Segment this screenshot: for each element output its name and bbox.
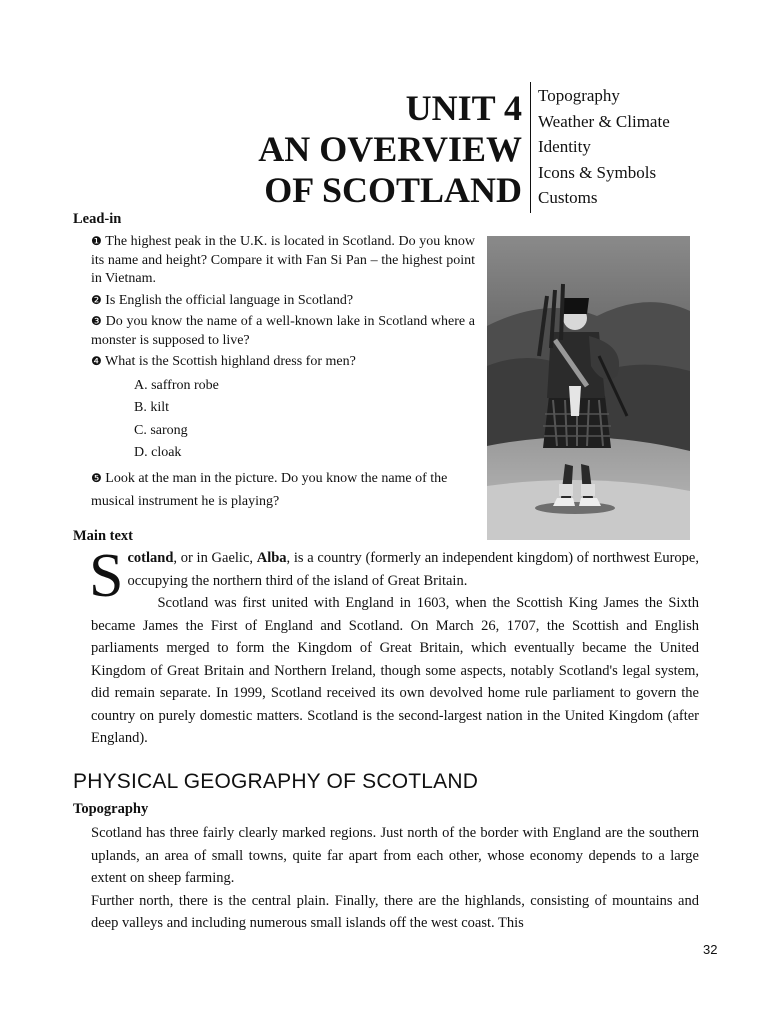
number-bullet-icon: ❺ — [91, 470, 102, 485]
option-b: B. kilt — [134, 400, 170, 415]
number-bullet-icon: ❷ — [91, 292, 102, 307]
number-bullet-icon: ❹ — [91, 354, 102, 368]
unit-title-line2: AN OVERVIEW — [258, 129, 522, 169]
main-text-body — [89, 542, 699, 750]
dropcap-letter: S — [89, 542, 124, 610]
topic-item: Identity — [538, 137, 591, 156]
question-text: Look at the man in the picture. Do you know the name of the musical instrument he is playing? — [91, 470, 448, 509]
topography-paragraph-2: Further north, there is the central plain. Finally, there are the highlands, consisting of mountains and deep valleys and including numerous small islands off the west coast. This — [91, 892, 699, 931]
unit-title-line1: UNIT 4 — [405, 88, 522, 128]
option-a: A. saffron robe — [134, 377, 219, 393]
main-paragraph-2: Scotland was first united with England in 1603, when the Scottish King James the Sixth became James the First of England and Scotland. On March 26, 1707, the Scottish and English parliaments merged to form the Kingdom of Great Britain, which eventually became the United Kingdom of Great Britain and Northern Ireland, though some aspects, notably Scotland's legal system, did remain separate. In 1999, Scotland received its own devolved home rule parliament to govern the country on purely domestic matters. Scotland is the second-largest nation in the United Kingdom (after England). — [91, 595, 699, 746]
main-text-label: Main text — [73, 528, 133, 544]
answer-options — [134, 375, 475, 465]
topography-body — [91, 822, 699, 935]
leadin-label: Lead-in — [73, 211, 122, 227]
number-bullet-icon: ❸ — [91, 314, 102, 328]
unit-title — [258, 88, 522, 211]
text-run: , is a country (formerly an independent kingdom) of northwest Europe, occupying the northern third of the island of Great Britain. — [127, 550, 699, 589]
topic-item: Icons & Symbols — [538, 162, 657, 182]
question-3 — [91, 312, 475, 350]
option-c: C. sarong — [134, 422, 188, 438]
leadin-questions — [91, 232, 475, 513]
question-text: Is English the official language in Scotland? — [105, 292, 354, 308]
bold-term: cotland — [127, 550, 174, 566]
topic-list — [538, 83, 670, 211]
topography-paragraph-1: Scotland has three fairly clearly marked regions. Just north of the border with England are the southern uplands, an area of small towns, quite far apart from each other, whose economy depends to a large extent on sheep farming. — [91, 825, 699, 886]
subsection-label: Topography — [73, 801, 149, 817]
bold-term: Alba — [256, 550, 287, 566]
question-2 — [91, 291, 475, 311]
title-divider — [530, 82, 531, 213]
topic-item: Topography — [538, 86, 620, 105]
question-4 — [91, 352, 475, 372]
topic-item: Customs — [538, 188, 598, 207]
topic-item: Weather & Climate — [538, 111, 670, 131]
bagpiper-photo — [487, 236, 690, 540]
question-text: The highest peak in the U.K. is located in Scotland. Do you know its name and height? Compare it with Fan Si Pan – the highest point in Vietnam. — [91, 234, 475, 286]
question-5 — [91, 467, 475, 513]
unit-title-line3: OF SCOTLAND — [264, 170, 522, 210]
question-text: What is the Scottish highland dress for men? — [105, 354, 356, 369]
page-number: 32 — [703, 942, 718, 957]
main-paragraph-1 — [115, 547, 699, 592]
number-bullet-icon: ❶ — [91, 234, 102, 248]
question-text: Do you know the name of a well-known lake in Scotland where a monster is supposed to live? — [91, 314, 475, 348]
option-d: D. cloak — [134, 445, 182, 460]
section-heading: PHYSICAL GEOGRAPHY OF SCOTLAND — [73, 770, 479, 793]
text-run: , or in Gaelic, — [173, 550, 257, 566]
question-1 — [91, 232, 475, 289]
